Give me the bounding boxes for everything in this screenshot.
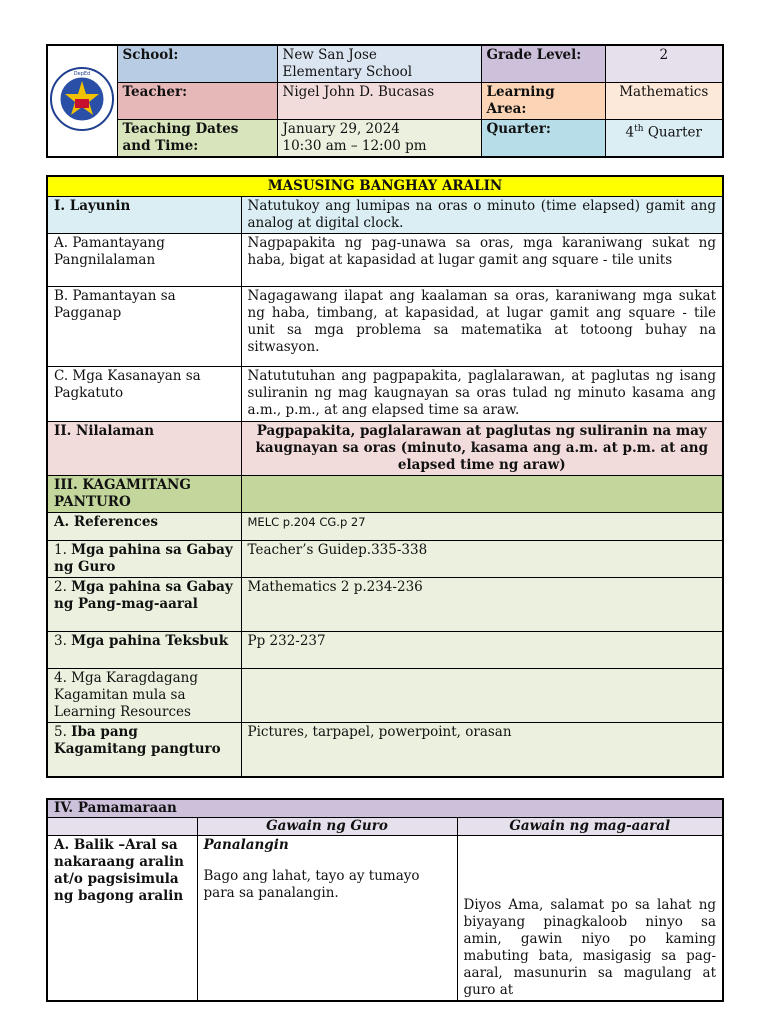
kasanayan-value: Natututuhan ang pagpapakita, paglalarawan, at paglutas ng isang suliranin ng mag kaugnayan sa oras tulad ng minuto kasama ang a.m., p.m., at ang elapsed time sa araw. (241, 367, 723, 422)
balik-aral-label: A. Balik –Aral sa nakaraang aralin at/o pagsisimula ng bagong aralin (47, 836, 197, 1002)
area-label-line1: Learning (486, 84, 555, 100)
svg-text:DepEd: DepEd (74, 70, 91, 77)
pagganap-label: B. Pamantayan sa Pagganap (47, 287, 241, 367)
kagamitan-label: III. KAGAMITANG PANTURO (47, 476, 241, 513)
teksbuk-pages-number: 3. (54, 633, 72, 649)
magaaral-pages-text: Mga pahina sa Gabay ng Pang-mag-aaral (54, 579, 233, 612)
guro-pages-number: 1. (54, 542, 72, 558)
quarter-value (605, 120, 723, 158)
dates-label-line1: Teaching Dates (122, 121, 239, 137)
guro-pages-value: Teacher’s Guidep.335-338 (241, 541, 723, 578)
prayer-text: Diyos Ama, salamat po sa lahat ng biyayang pinagkaloob ninyo sa amin, gawin niyo po kaming mabuting bata, masigasig sa pag-aaral, masunurin sa magulang at guro at (463, 897, 717, 998)
teacher-value: Nigel John D. Bucasas (277, 83, 481, 120)
teksbuk-pages-text: Mga pahina Teksbuk (71, 633, 229, 649)
magaaral-pages-label (47, 578, 241, 632)
layunin-value: Natutukoy ang lumipas na oras o minuto (time elapsed) gamit ang analog at digital clock. (241, 197, 723, 234)
karagdagan-label: 4. Mga Karagdagang Kagamitan mula sa Learning Resources (47, 669, 241, 723)
school-name-line1: New San Jose (282, 47, 377, 63)
quarter-number: 4 (625, 124, 635, 141)
dates-label-line2: and Time: (122, 138, 199, 154)
area-label-line2: Area: (486, 101, 527, 117)
time-text: 10:30 am – 12:00 pm (282, 138, 427, 154)
lesson-plan-table (46, 175, 724, 778)
quarter-word: Quarter (643, 124, 702, 141)
panalangin-heading: Panalangin (203, 837, 289, 853)
grade-label: Grade Level: (481, 45, 605, 83)
iba-text: Iba pang Kagamitang pangturo (54, 724, 221, 757)
quarter-label: Quarter: (481, 120, 605, 158)
magaaral-pages-value: Mathematics 2 p.234-236 (241, 578, 723, 632)
teksbuk-pages-value: Pp 232-237 (241, 632, 723, 669)
pagganap-value: Nagagawang ilapat ang kaalaman sa oras, karaniwang mga sukat ng haba, timbang, at kapasidad, at lugar gamit ang square - tile unit sa mga problema sa matematika at totoong buhay na sitwasyon. (241, 287, 723, 367)
magaaral-pages-number: 2. (54, 579, 72, 595)
layunin-label: I. Layunin (47, 197, 241, 234)
pamantayang-value: Nagpapakita ng pag-unawa sa oras, mga karaniwang sukat ng haba, bigat at kapasidad at lugar gamit ang square - tile units (241, 234, 723, 287)
area-label (481, 83, 605, 120)
dates-value (277, 120, 481, 158)
date-text: January 29, 2024 (282, 121, 400, 137)
procedure-title: IV. Pamamaraan (47, 799, 723, 818)
magaaral-activity-cell (457, 836, 723, 1002)
kasanayan-label: C. Mga Kasanayan sa Pagkatuto (47, 367, 241, 422)
references-value: MELC p.204 CG.p 27 (241, 513, 723, 541)
col-gawain-magaaral: Gawain ng mag-aaral (457, 818, 723, 836)
nilalaman-value: Pagpapakita, paglalarawan at paglutas ng suliranin na may kaugnayan sa oras (minuto, kasama ang a.m. at p.m. at ang elapsed time ng araw) (241, 422, 723, 476)
plan-title: MASUSING BANGHAY ARALIN (47, 176, 723, 197)
guro-pages-label (47, 541, 241, 578)
references-label: A. References (47, 513, 241, 541)
nilalaman-label: II. Nilalaman (47, 422, 241, 476)
deped-logo (47, 45, 117, 157)
karagdagan-value (241, 669, 723, 723)
kagamitan-value (241, 476, 723, 513)
school-value (277, 45, 481, 83)
area-value: Mathematics (605, 83, 723, 120)
guro-activity-cell (197, 836, 457, 1002)
teacher-label: Teacher: (117, 83, 277, 120)
pamantayang-label: A. Pamantayang Pangnilalaman (47, 234, 241, 287)
procedure-col-step (47, 818, 197, 836)
panalangin-instruction: Bago ang lahat, tayo ay tumayo para sa panalangin. (203, 868, 420, 901)
procedure-table (46, 798, 724, 1002)
quarter-suffix: th (634, 124, 644, 134)
guro-pages-text: Mga pahina sa Gabay ng Guro (54, 542, 233, 575)
deped-seal-icon (49, 66, 115, 132)
dates-label (117, 120, 277, 158)
col-gawain-guro: Gawain ng Guro (197, 818, 457, 836)
iba-value: Pictures, tarpapel, powerpoint, orasan (241, 723, 723, 778)
school-name-line2: Elementary School (282, 64, 413, 80)
teksbuk-pages-label (47, 632, 241, 669)
iba-number: 5. (54, 724, 72, 740)
school-info-table (46, 44, 724, 158)
school-label: School: (117, 45, 277, 83)
grade-value: 2 (605, 45, 723, 83)
iba-label (47, 723, 241, 778)
